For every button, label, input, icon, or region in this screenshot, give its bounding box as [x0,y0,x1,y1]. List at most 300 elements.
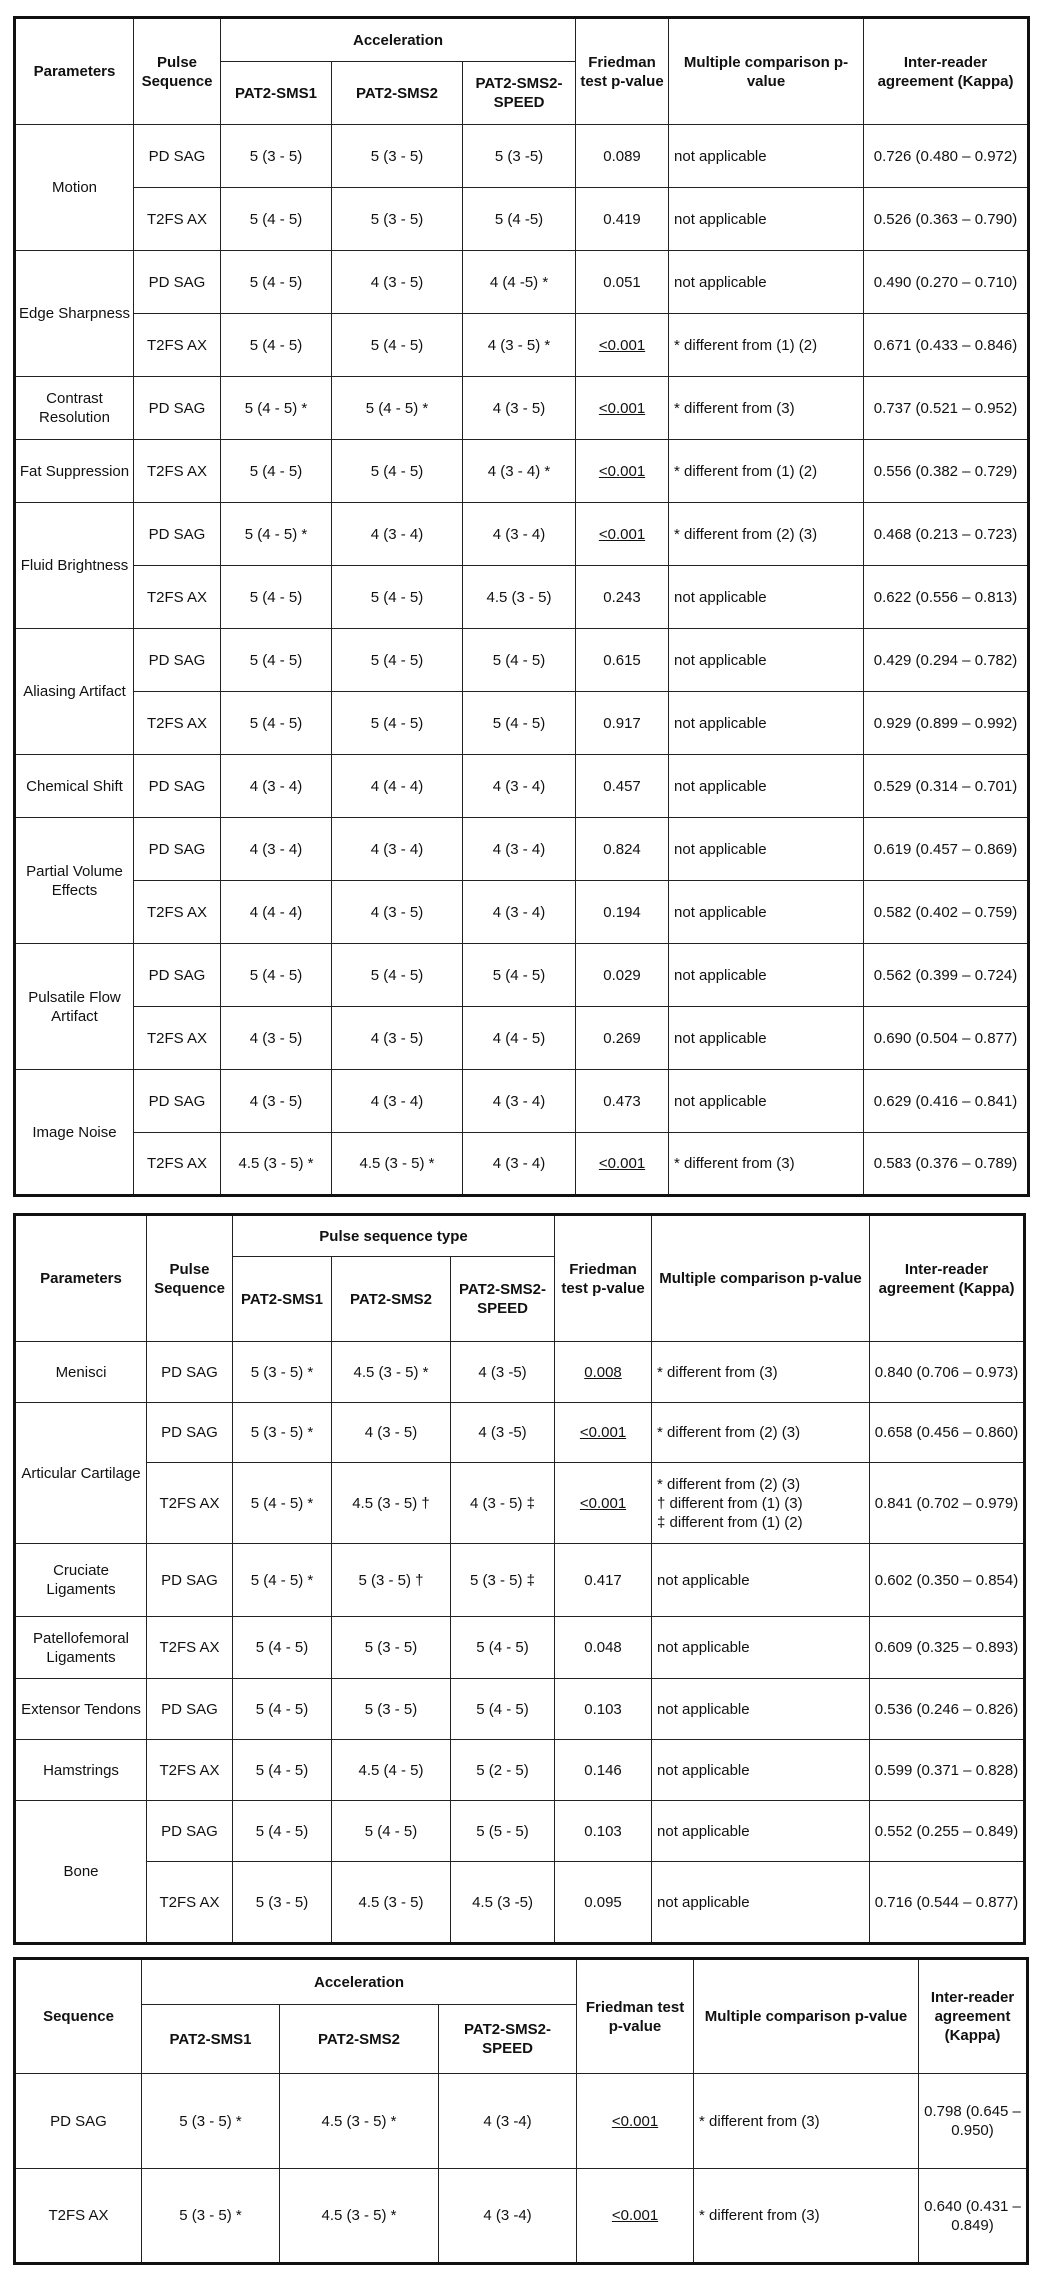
pat2-sms1-cell: 5 (4 - 5) [221,629,332,692]
pat2-sms1-cell: 4 (3 - 4) [221,818,332,881]
header-pulse-sequence: Pulse Sequence [147,1215,233,1342]
multiple-comparison-cell: * different from (3) [694,2074,919,2169]
friedman-p-value: 0.103 [584,1822,622,1840]
pat2-sms2-speed-cell: 5 (4 - 5) [463,692,576,755]
kappa-cell: 0.536 (0.246 – 0.826) [870,1679,1025,1740]
table-row [15,566,1029,629]
pat2-sms2-cell: 5 (4 - 5) [332,314,463,377]
header-pulse-sequence-type: Pulse sequence type [233,1215,555,1257]
friedman-p-value: 0.194 [603,903,641,921]
multiple-comparison-cell [652,1740,870,1801]
sequence-cell: T2FS AX [134,314,221,377]
pat2-sms2-cell: 4.5 (3 - 5) [332,1862,451,1944]
pat2-sms2-cell: 4 (3 - 4) [332,503,463,566]
parameter-cell: Patellofemoral Ligaments [15,1617,147,1679]
table-row [15,755,1029,818]
header-pat2-sms2-speed: PAT2-SMS2-SPEED [451,1257,555,1342]
pat2-sms2-speed-cell: 4.5 (3 -5) [451,1862,555,1944]
pat2-sms1-cell: 5 (4 - 5) * [233,1463,332,1544]
table-row [15,1007,1029,1070]
pat2-sms2-speed-cell: 5 (5 - 5) [451,1801,555,1862]
sequence-cell: T2FS AX [15,2169,142,2264]
header-friedman: Friedman test p-value [576,18,669,125]
multiple-comparison-line: not applicable [657,1893,750,1911]
pat2-sms2-speed-cell: 4 (3 - 5) * [463,314,576,377]
kappa-cell: 0.690 (0.504 – 0.877) [864,1007,1029,1070]
sequence-cell: PD SAG [147,1403,233,1463]
multiple-comparison-cell: * different from (1) (2) [669,314,864,377]
sequence-cell: T2FS AX [134,1133,221,1196]
multiple-comparison-cell: * different from (2) (3) [669,503,864,566]
header-pat2-sms1: PAT2-SMS1 [233,1257,332,1342]
sequence-cell: PD SAG [147,1342,233,1403]
friedman-cell [577,2074,694,2169]
table-row [15,314,1029,377]
parameter-cell: Edge Sharpness [15,251,134,377]
kappa-cell: 0.841 (0.702 – 0.979) [870,1463,1025,1544]
sequence-cell: PD SAG [147,1544,233,1617]
table-row [15,1133,1029,1196]
pat2-sms2-speed-cell: 5 (4 - 5) [463,629,576,692]
pat2-sms2-speed-cell: 5 (3 - 5) ‡ [451,1544,555,1617]
kappa-cell: 0.726 (0.480 – 0.972) [864,125,1029,188]
pat2-sms2-speed-cell: 4 (3 - 4) * [463,440,576,503]
kappa-cell: 0.716 (0.544 – 0.877) [870,1862,1025,1944]
sequence-cell: PD SAG [134,1070,221,1133]
pat2-sms1-cell: 5 (4 - 5) [221,692,332,755]
sequence-cell: PD SAG [134,944,221,1007]
multiple-comparison-line: ‡ different from (1) (2) [657,1513,803,1531]
kappa-cell: 0.609 (0.325 – 0.893) [870,1617,1025,1679]
multiple-comparison-cell [652,1801,870,1862]
friedman-p-value: 0.473 [603,1092,641,1110]
parameter-cell: Aliasing Artifact [15,629,134,755]
pat2-sms1-cell: 5 (3 - 5) * [233,1403,332,1463]
table-row [15,1862,1025,1944]
pat2-sms1-cell: 5 (4 - 5) [221,566,332,629]
friedman-cell [555,1617,652,1679]
header-sequence: Sequence [15,1959,142,2074]
friedman-cell [555,1544,652,1617]
header-pat2-sms2-speed: PAT2-SMS2-SPEED [463,62,576,125]
header-kappa: Inter-reader agreement (Kappa) [919,1959,1028,2074]
header-multiple-comparison: Multiple comparison p-value [669,18,864,125]
friedman-p-value: 0.089 [603,147,641,165]
multiple-comparison-cell: not applicable [669,944,864,1007]
multiple-comparison-cell: not applicable [669,1007,864,1070]
pat2-sms2-speed-cell: 4 (4 -5) * [463,251,576,314]
header-pulse-sequence: Pulse Sequence [134,18,221,125]
table-row [15,629,1029,692]
multiple-comparison-cell [652,1342,870,1403]
friedman-p-value: 0.095 [584,1893,622,1911]
header-kappa: Inter-reader agreement (Kappa) [864,18,1029,125]
friedman-p-value: 0.048 [584,1639,622,1656]
pat2-sms1-cell: 5 (4 - 5) [233,1801,332,1862]
pat2-sms2-cell: 5 (4 - 5) [332,629,463,692]
kappa-cell: 0.602 (0.350 – 0.854) [870,1544,1025,1617]
sequence-cell: PD SAG [134,755,221,818]
header-pat2-sms2: PAT2-SMS2 [332,1257,451,1342]
header-parameters: Parameters [15,1215,147,1342]
friedman-cell [576,251,669,314]
multiple-comparison-cell [652,1463,870,1544]
friedman-p-value: 0.051 [603,273,641,291]
pat2-sms2-cell: 4 (3 - 5) [332,881,463,944]
table-row [15,692,1029,755]
header-acceleration: Acceleration [142,1959,577,2005]
friedman-p-value: 0.417 [584,1571,622,1589]
friedman-cell [577,2169,694,2264]
friedman-cell [576,566,669,629]
table-row [15,440,1029,503]
parameter-cell: Extensor Tendons [15,1679,147,1740]
table-row [15,1342,1025,1403]
kappa-cell: 0.583 (0.376 – 0.789) [864,1133,1029,1196]
pat2-sms1-cell: 4 (3 - 5) [221,1007,332,1070]
multiple-comparison-line: † different from (1) (3) [657,1494,803,1512]
kappa-cell: 0.629 (0.416 – 0.841) [864,1070,1029,1133]
sequence-cell: PD SAG [134,251,221,314]
pat2-sms2-cell: 5 (4 - 5) [332,566,463,629]
pat2-sms2-speed-cell: 5 (4 - 5) [451,1617,555,1679]
table-row [15,1070,1029,1133]
friedman-p-value: 0.917 [603,714,641,732]
multiple-comparison-cell [652,1403,870,1463]
sequence-cell: T2FS AX [147,1617,233,1679]
multiple-comparison-line: * different from (3) [657,1363,778,1381]
pat2-sms2-cell: 5 (3 - 5) † [332,1544,451,1617]
header-acceleration: Acceleration [221,18,576,62]
header-pat2-sms2: PAT2-SMS2 [280,2005,439,2074]
sequence-cell: PD SAG [15,2074,142,2169]
multiple-comparison-cell: * different from (3) [669,377,864,440]
table-row [15,1801,1025,1862]
friedman-p-value: 0.457 [603,777,641,795]
friedman-cell [576,881,669,944]
kappa-cell: 0.582 (0.402 – 0.759) [864,881,1029,944]
multiple-comparison-line: not applicable [657,1571,750,1589]
table-row [15,2074,1028,2169]
kappa-cell: 0.552 (0.255 – 0.849) [870,1801,1025,1862]
sequence-cell: T2FS AX [134,566,221,629]
friedman-cell [555,1403,652,1463]
pat2-sms1-cell: 5 (4 - 5) * [221,503,332,566]
pat2-sms2-speed-cell: 5 (4 -5) [463,188,576,251]
kappa-cell: 0.737 (0.521 – 0.952) [864,377,1029,440]
pat2-sms2-cell: 5 (4 - 5) [332,1801,451,1862]
pat2-sms2-cell: 4.5 (4 - 5) [332,1740,451,1801]
table-row [15,1617,1025,1679]
pat2-sms2-cell: 4 (3 - 5) [332,1007,463,1070]
pat2-sms1-cell: 4 (3 - 5) [221,1070,332,1133]
pat2-sms2-cell: 5 (4 - 5) [332,440,463,503]
pat2-sms1-cell: 4 (4 - 4) [221,881,332,944]
pat2-sms2-cell: 5 (3 - 5) [332,188,463,251]
friedman-cell [555,1801,652,1862]
friedman-cell [576,944,669,1007]
friedman-p-value: 0.269 [603,1029,641,1047]
kappa-cell: 0.619 (0.457 – 0.869) [864,818,1029,881]
multiple-comparison-cell: not applicable [669,881,864,944]
kappa-cell: 0.622 (0.556 – 0.813) [864,566,1029,629]
multiple-comparison-cell: not applicable [669,125,864,188]
pat2-sms2-cell: 4 (3 - 5) [332,251,463,314]
friedman-cell [576,125,669,188]
pat2-sms2-cell: 4.5 (3 - 5) * [332,1133,463,1196]
header-friedman: Friedman test p-value [555,1215,652,1342]
pat2-sms2-speed-cell: 4 (3 - 5) [463,377,576,440]
friedman-p-value: 0.243 [603,588,641,606]
sequence-cell: T2FS AX [134,881,221,944]
multiple-comparison-cell: not applicable [669,1070,864,1133]
pat2-sms2-cell: 5 (3 - 5) [332,125,463,188]
kappa-cell: 0.798 (0.645 – 0.950) [919,2074,1028,2169]
pat2-sms2-speed-cell: 4 (3 - 4) [463,755,576,818]
table-row [15,1740,1025,1801]
friedman-p-value: <0.001 [579,1424,627,1441]
kappa-cell: 0.429 (0.294 – 0.782) [864,629,1029,692]
kappa-cell: 0.599 (0.371 – 0.828) [870,1740,1025,1801]
parameter-cell: Articular Cartilage [15,1403,147,1544]
pat2-sms1-cell: 5 (3 - 5) * [233,1342,332,1403]
overall-quality-table [13,1957,1029,2265]
kappa-cell: 0.529 (0.314 – 0.701) [864,755,1029,818]
sequence-cell: PD SAG [147,1679,233,1740]
multiple-comparison-cell: not applicable [669,755,864,818]
multiple-comparison-line: not applicable [657,1822,750,1840]
parameter-cell: Image Noise [15,1070,134,1196]
table-row [15,944,1029,1007]
pat2-sms2-cell: 4.5 (3 - 5) † [332,1463,451,1544]
sequence-cell: PD SAG [147,1801,233,1862]
multiple-comparison-cell [652,1617,870,1679]
pat2-sms2-cell: 4.5 (3 - 5) * [332,1342,451,1403]
pat2-sms2-speed-cell: 4 (3 -5) [451,1342,555,1403]
parameter-cell: Menisci [15,1342,147,1403]
pat2-sms1-cell: 5 (4 - 5) [233,1679,332,1740]
sequence-cell: PD SAG [134,503,221,566]
pat2-sms2-speed-cell: 4 (3 - 4) [463,1133,576,1196]
friedman-cell [555,1342,652,1403]
sequence-cell: PD SAG [134,377,221,440]
pat2-sms2-cell: 4 (3 - 4) [332,1070,463,1133]
pat2-sms2-cell: 4 (3 - 5) [332,1403,451,1463]
table-row [15,125,1029,188]
multiple-comparison-cell [652,1679,870,1740]
kappa-cell: 0.640 (0.431 – 0.849) [919,2169,1028,2264]
multiple-comparison-line: * different from (2) (3) [657,1424,801,1441]
pat2-sms1-cell: 5 (4 - 5) [221,251,332,314]
anatomic-structures-table-body [15,1342,1025,1944]
pat2-sms1-cell: 5 (4 - 5) [221,944,332,1007]
kappa-cell: 0.468 (0.213 – 0.723) [864,503,1029,566]
friedman-p-value: <0.001 [579,1494,627,1512]
pat2-sms1-cell: 4 (3 - 4) [221,755,332,818]
multiple-comparison-cell: not applicable [669,188,864,251]
kappa-cell: 0.556 (0.382 – 0.729) [864,440,1029,503]
multiple-comparison-cell [652,1862,870,1944]
pat2-sms2-cell: 4 (4 - 4) [332,755,463,818]
friedman-cell [555,1740,652,1801]
header-parameters: Parameters [15,18,134,125]
sequence-cell: T2FS AX [147,1740,233,1801]
parameter-cell: Hamstrings [15,1740,147,1801]
sequence-cell: T2FS AX [134,440,221,503]
parameter-cell: Chemical Shift [15,755,134,818]
multiple-comparison-cell: not applicable [669,251,864,314]
table-row [15,503,1029,566]
pat2-sms2-speed-cell: 5 (4 - 5) [451,1679,555,1740]
pat2-sms2-speed-cell: 4 (3 -4) [439,2074,577,2169]
multiple-comparison-cell: * different from (3) [694,2169,919,2264]
friedman-cell [576,314,669,377]
pat2-sms2-speed-cell: 4 (3 - 4) [463,818,576,881]
kappa-cell: 0.840 (0.706 – 0.973) [870,1342,1025,1403]
parameter-cell: Pulsatile Flow Artifact [15,944,134,1070]
friedman-cell [576,755,669,818]
pat2-sms2-cell: 5 (3 - 5) [332,1617,451,1679]
pat2-sms2-speed-cell: 4 (3 - 4) [463,503,576,566]
table-row [15,818,1029,881]
header-pat2-sms1: PAT2-SMS1 [221,62,332,125]
pat2-sms2-cell: 5 (4 - 5) * [332,377,463,440]
friedman-cell [576,503,669,566]
multiple-comparison-line: not applicable [657,1639,750,1656]
image-quality-table [13,16,1030,1197]
pat2-sms2-speed-cell: 4.5 (3 - 5) [463,566,576,629]
table-row [15,1679,1025,1740]
friedman-cell [576,629,669,692]
pat2-sms2-cell: 5 (4 - 5) [332,692,463,755]
kappa-cell: 0.526 (0.363 – 0.790) [864,188,1029,251]
friedman-cell [576,377,669,440]
friedman-p-value: 0.419 [603,210,641,228]
sequence-cell: PD SAG [134,629,221,692]
friedman-p-value: 0.615 [603,651,641,669]
friedman-p-value: 0.146 [584,1761,622,1779]
table-row [15,1544,1025,1617]
header-friedman: Friedman test p-value [577,1959,694,2074]
sequence-cell: PD SAG [134,125,221,188]
pat2-sms2-speed-cell: 4 (3 - 4) [463,881,576,944]
kappa-cell: 0.929 (0.899 – 0.992) [864,692,1029,755]
pat2-sms2-speed-cell: 4 (3 - 5) ‡ [451,1463,555,1544]
multiple-comparison-cell: not applicable [669,692,864,755]
friedman-cell [555,1679,652,1740]
parameter-cell: Fat Suppression [15,440,134,503]
friedman-p-value: <0.001 [598,462,646,480]
header-pat2-sms2-speed: PAT2-SMS2-SPEED [439,2005,577,2074]
friedman-p-value: <0.001 [598,399,646,417]
anatomic-structures-table [13,1213,1026,1945]
sequence-cell: T2FS AX [147,1862,233,1944]
pat2-sms1-cell: 5 (3 - 5) * [142,2074,280,2169]
pat2-sms1-cell: 5 (4 - 5) * [233,1544,332,1617]
table-row [15,2169,1028,2264]
friedman-p-value: 0.008 [584,1363,622,1381]
multiple-comparison-cell: * different from (3) [669,1133,864,1196]
sequence-cell: T2FS AX [134,1007,221,1070]
table-row [15,1403,1025,1463]
parameter-cell: Motion [15,125,134,251]
pat2-sms2-cell: 5 (3 - 5) [332,1679,451,1740]
pat2-sms1-cell: 5 (4 - 5) * [221,377,332,440]
sequence-cell: T2FS AX [134,188,221,251]
header-pat2-sms1: PAT2-SMS1 [142,2005,280,2074]
friedman-cell [576,1070,669,1133]
parameter-cell: Cruciate Ligaments [15,1544,147,1617]
friedman-cell [576,1007,669,1070]
pat2-sms2-speed-cell: 5 (3 -5) [463,125,576,188]
overall-quality-table-body [15,2074,1028,2264]
kappa-cell: 0.658 (0.456 – 0.860) [870,1403,1025,1463]
parameter-cell: Bone [15,1801,147,1944]
parameter-cell: Contrast Resolution [15,377,134,440]
pat2-sms2-speed-cell: 4 (3 -4) [439,2169,577,2264]
sequence-cell: T2FS AX [147,1463,233,1544]
pat2-sms1-cell: 5 (3 - 5) * [142,2169,280,2264]
sequence-cell: T2FS AX [134,692,221,755]
table-row [15,1463,1025,1544]
table-row [15,377,1029,440]
parameter-cell: Partial Volume Effects [15,818,134,944]
multiple-comparison-line: not applicable [657,1700,750,1718]
multiple-comparison-line: * different from (2) (3) [657,1475,801,1493]
image-quality-table-body [15,125,1029,1196]
multiple-comparison-cell: * different from (1) (2) [669,440,864,503]
pat2-sms1-cell: 5 (4 - 5) [233,1740,332,1801]
multiple-comparison-line: not applicable [657,1761,750,1779]
pat2-sms2-speed-cell: 4 (3 - 4) [463,1070,576,1133]
friedman-cell [576,818,669,881]
pat2-sms2-cell: 4.5 (3 - 5) * [280,2074,439,2169]
friedman-p-value: 0.103 [584,1700,622,1718]
friedman-cell [576,440,669,503]
pat2-sms2-speed-cell: 5 (2 - 5) [451,1740,555,1801]
table-row [15,188,1029,251]
kappa-cell: 0.490 (0.270 – 0.710) [864,251,1029,314]
parameter-cell: Fluid Brightness [15,503,134,629]
pat2-sms1-cell: 5 (4 - 5) [221,188,332,251]
header-multiple-comparison: Multiple comparison p-value [694,1959,919,2074]
friedman-cell [555,1463,652,1544]
header-kappa: Inter-reader agreement (Kappa) [870,1215,1025,1342]
pat2-sms2-speed-cell: 4 (4 - 5) [463,1007,576,1070]
pat2-sms1-cell: 5 (3 - 5) [233,1862,332,1944]
friedman-p-value: 0.824 [603,840,641,858]
friedman-p-value: <0.001 [598,336,646,354]
pat2-sms1-cell: 5 (4 - 5) [233,1617,332,1679]
pat2-sms2-speed-cell: 4 (3 -5) [451,1403,555,1463]
pat2-sms2-cell: 5 (4 - 5) [332,944,463,1007]
table-row [15,881,1029,944]
multiple-comparison-cell: not applicable [669,566,864,629]
pat2-sms2-cell: 4 (3 - 4) [332,818,463,881]
friedman-cell [576,188,669,251]
pat2-sms1-cell: 5 (4 - 5) [221,440,332,503]
pat2-sms2-speed-cell: 5 (4 - 5) [463,944,576,1007]
pat2-sms1-cell: 5 (4 - 5) [221,314,332,377]
pat2-sms1-cell: 4.5 (3 - 5) * [221,1133,332,1196]
pat2-sms2-cell: 4.5 (3 - 5) * [280,2169,439,2264]
multiple-comparison-cell: not applicable [669,629,864,692]
kappa-cell: 0.562 (0.399 – 0.724) [864,944,1029,1007]
friedman-p-value: <0.001 [611,2207,659,2224]
multiple-comparison-cell: not applicable [669,818,864,881]
friedman-p-value: <0.001 [611,2112,659,2130]
kappa-cell: 0.671 (0.433 – 0.846) [864,314,1029,377]
